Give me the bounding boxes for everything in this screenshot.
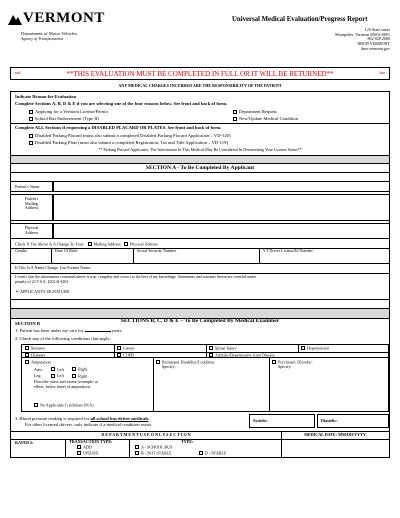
section-a [10,173,390,309]
condition-copd[interactable]: COPD [117,353,134,358]
checkbox[interactable] [25,346,29,350]
condition-hypertension[interactable]: Hypertension [301,346,329,351]
systolic-field[interactable]: Systolic: [249,414,315,428]
agency-name: Agency of Transportation [21,36,63,41]
physical-address-field[interactable] [53,223,389,239]
address-line: Montpelier, Vermont 05603-0001 [335,31,390,37]
checkbox[interactable] [29,141,33,145]
checkbox[interactable] [29,110,33,114]
mailing-change-checkbox[interactable] [88,242,92,246]
diastolic-field[interactable]: Diastolic: [317,414,389,428]
patient-name-label-cell: Patient's Name [11,181,53,192]
checkbox[interactable] [209,353,213,357]
checkbox[interactable] [233,110,237,114]
checkbox[interactable] [135,451,139,455]
checkbox[interactable] [117,346,121,350]
section-b [10,309,390,458]
reason-option[interactable]: School Bus Endorsement (Type II) [29,116,99,122]
signature-line[interactable]: ➢ APPLICANT'S SIGNATURE [15,289,70,295]
banner-text: **THIS EVALUATION MUST BE COMPLETED IN FULL OR IT WILL BE RETURNED** [66,70,334,78]
warning-banner [10,67,390,80]
placard-note: ** Parking Placard Applicants: The Information In This Medical May Be Considered In Determining Your License Status** [98,147,302,152]
dob-field[interactable]: Date Of Birth [55,248,78,253]
checkbox[interactable] [29,134,33,138]
leg-left-checkbox[interactable] [51,374,55,378]
condition-cancer[interactable]: Cancer [117,346,135,351]
checkbox[interactable] [233,117,237,121]
address-line: 802 828 2000 [367,36,390,42]
address-line: 120 State street [364,27,390,32]
transaction-add[interactable]: ADD [77,445,92,450]
ssn-field[interactable]: Social Security Number [137,248,177,253]
arm-row: Arm: Left Right [34,366,88,372]
vermont-logo [8,11,123,27]
not-applicable-checkbox[interactable]: No Applicable Conditions (N/A) [34,403,94,408]
checkbox[interactable] [117,353,121,357]
checkbox[interactable] [272,360,276,364]
reason-option[interactable]: Department Request [233,109,277,115]
reason-option[interactable]: Applying for a Vermont License/Permit [29,109,108,115]
patient-name-field[interactable] [53,181,389,192]
condition-arthritis[interactable]: Arthritis/Degenerative Joint Disease [209,353,275,358]
section-a-header: SECTION A - To Be Completed By Applicant [11,155,389,164]
charges-note: ANY MEDICAL CHARGES INCURRED ARE THE RESPONSIBILITY OF THE PATIENT [118,83,282,88]
arm-left-checkbox[interactable] [51,367,55,371]
checkbox[interactable] [301,346,305,350]
amputation-grid [21,358,389,412]
condition-diabetes[interactable]: Diabetes [25,353,45,358]
signature-arrow-icon: ➢ [15,290,20,295]
checkbox[interactable] [25,353,29,357]
reason-instruction: Complete Sections A, B, D & E if you are selecting one of the four reasons below. See front and back of form. [15,101,228,106]
permanent-disability[interactable]: Permanent Disability/Condition: Specify: [156,360,215,370]
checkbox[interactable] [199,451,203,455]
change-note: Check If The Above Is A Change To Your: Mailing Address Physical Address [15,241,158,247]
dept-use-label: D E P A R T M E N T U S E O N L Y S E C T I O N [101,432,191,437]
care-question: 1. Patient has been under my care for years. [15,328,123,333]
mailing-address-field[interactable] [53,194,389,221]
license-field[interactable]: VT Driver License/Id Number [263,248,313,253]
transaction-type-label: TRANSACTION TYPE: [69,439,113,444]
address-line: 888.99.VERMONT [357,41,390,47]
blood-pressure-question: 3. Blood pressure reading is required for all school bus driver medicals. For other licensed drivers, only indicate if a medical condition exists. [15,416,153,427]
mailing-address-label-cell: Patient's Mailing Address [11,194,53,221]
medical-date-label: MEDICAL DATE: MM/DD/YYYY [304,432,366,437]
transaction-update[interactable]: UPDATE [77,451,99,456]
logo-text: VERMONT [23,10,105,26]
checkbox[interactable] [156,360,160,364]
reason-option[interactable]: New/Update Medical Condition [233,116,298,122]
checkbox[interactable] [29,117,33,121]
leg-right-checkbox[interactable] [72,374,76,378]
section-bcde-header: SECTIONS B, C, D & E – To Be Completed By Medical Examiner [11,309,389,319]
type-label: TYPE: [181,439,194,444]
reason-section [10,91,390,173]
checkbox[interactable] [135,445,139,449]
arrow-left-icon: ⇦ [379,69,385,77]
department-use-section [11,431,389,458]
amputation-describe: Describe cause and extent (example: at elbow, below knee) of amputation: [34,379,98,389]
condition-spinal-injury[interactable]: Spinal Injury [209,346,237,351]
checkbox[interactable] [25,360,29,364]
type-not-stable[interactable]: B - NOT STABLE [135,451,172,456]
type-school-bus[interactable]: A - SCHOOL BUS [135,445,172,450]
form-title: Universal Medical Evaluation/Progress Report [232,16,368,23]
checkbox[interactable] [209,346,213,350]
arm-right-checkbox[interactable] [72,367,76,371]
years-field[interactable] [85,328,111,332]
section-b-label: SECTION B [15,321,40,326]
name-change-field[interactable]: If This Is A Name Change, List Former Name: [15,265,92,270]
checkbox[interactable] [77,445,81,449]
placard-option[interactable]: Disabled Parking Placard (must also submit a completed Disabled Parking Placard Application – VD-120) [29,133,231,139]
address-block [335,28,390,52]
leg-row: Leg: Left Right [34,373,88,378]
gender-field[interactable]: Gender [15,248,28,253]
placard-option[interactable]: Disabled Parking Plate (must also submit a completed Registration, Tax and Title Application – VD-119) [29,140,228,146]
checkbox[interactable] [77,451,81,455]
checkbox[interactable] [34,403,38,407]
amputation-checkbox[interactable]: Amputation: [25,360,52,365]
physical-address-label-cell: Physical Address [11,223,53,239]
address-line: dmv.vermont.gov [361,45,390,51]
rater-label: RATER #: [15,440,34,445]
arrow-right-icon: ⇨ [15,69,21,77]
dept-name: Department of Motor Vehicles [21,31,77,36]
conditions-question: 2. Check any of the following conditions that apply: [15,336,111,341]
reason-heading: Indicate Reason for Evaluation [15,94,77,99]
mountain-icon [8,12,22,26]
condition-seizures[interactable]: Seizures [25,346,45,351]
placard-instruction: Complete ALL Sections if requesting a DISABLED PLACARD OR PLATES. See front and back of form. [15,125,222,130]
type-stable[interactable]: D - STABLE [199,451,227,456]
physical-change-checkbox[interactable] [124,242,128,246]
certify-text: I certify that the information contained above is true, complete and correct to the best of my knowledge. Statements and warrants herein are certified under penalty of 23 V.S.A. §202 & §203. [15,275,257,284]
psychiatric-disorder[interactable]: Psychiatric Disorder: Specify: [272,360,313,370]
conditions-grid [21,344,389,358]
